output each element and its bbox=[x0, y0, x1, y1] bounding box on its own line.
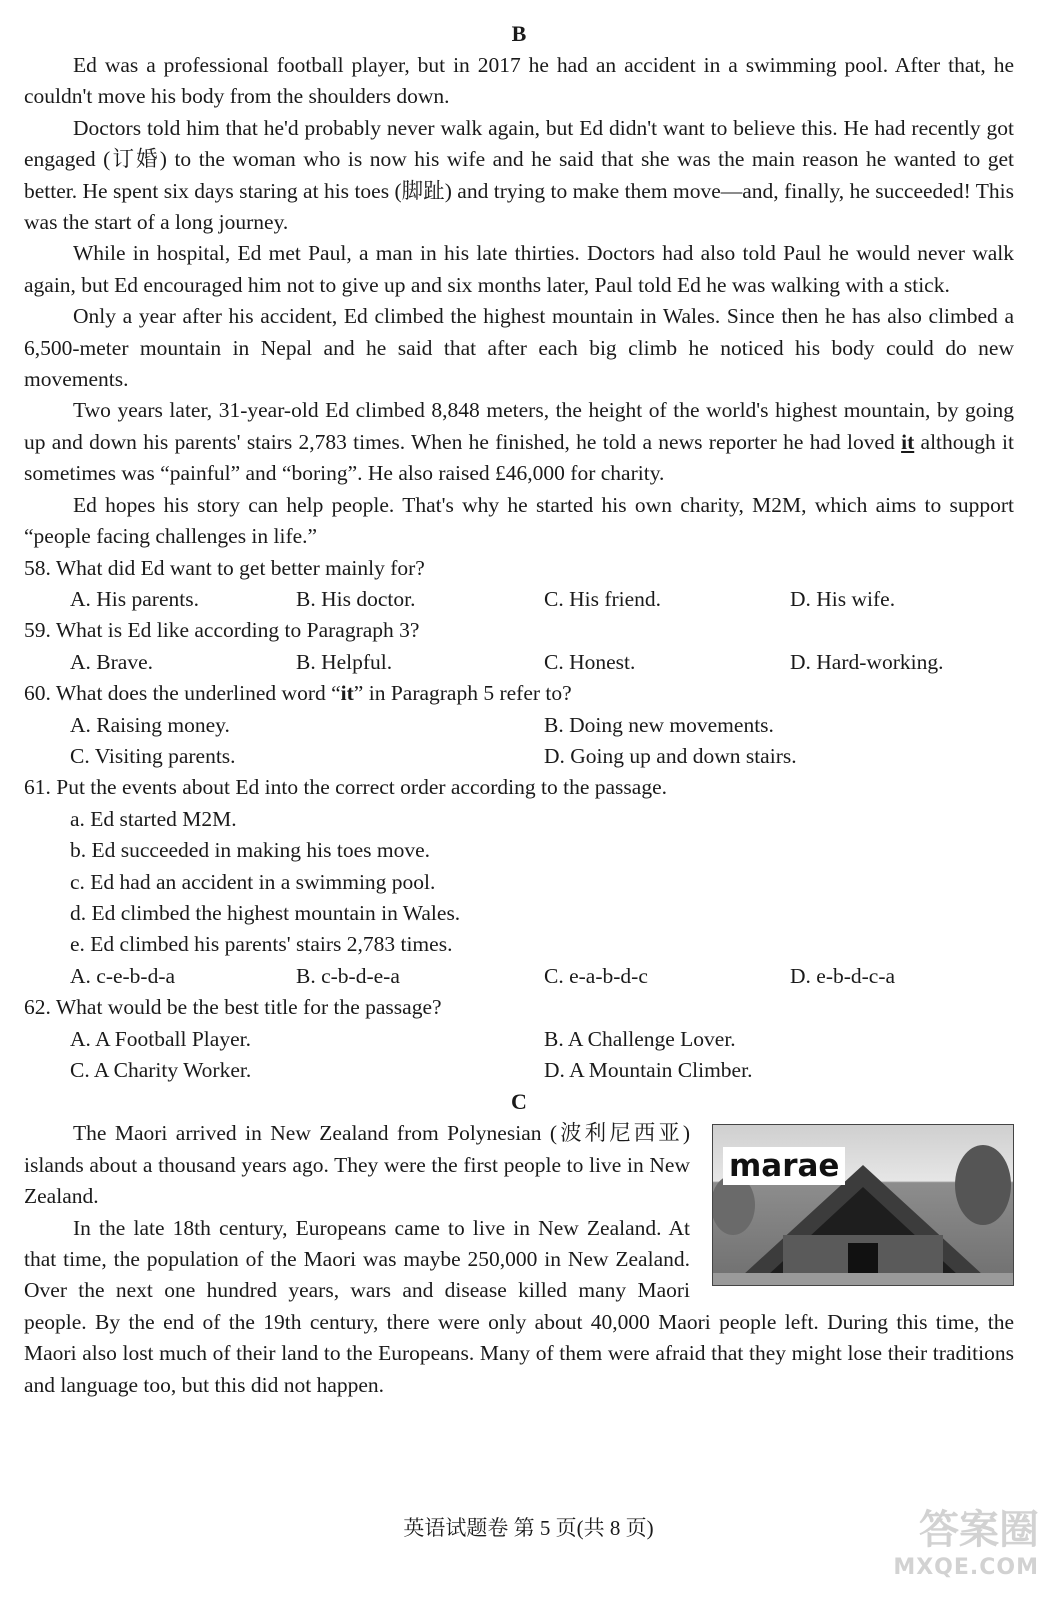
q60-stem-before: 60. What does the underlined word “ bbox=[24, 681, 341, 706]
q60-stem-word: it bbox=[340, 681, 354, 706]
q59-option-d: D. Hard-working. bbox=[790, 649, 944, 674]
question-58-stem: 58. What did Ed want to get better mainly for? bbox=[24, 555, 425, 580]
watermark bbox=[893, 1498, 1039, 1580]
question-58-options bbox=[24, 584, 1014, 615]
q62-option-a: A. A Football Player. bbox=[70, 1026, 251, 1051]
watermark-site: MXQE.COM bbox=[893, 1555, 1039, 1580]
q61-event-c: c. Ed had an accident in a swimming pool. bbox=[70, 869, 436, 894]
question-59-stem: 59. What is Ed like according to Paragraph 3? bbox=[24, 618, 420, 643]
p5-text-after: although it sometimes was “painful” and “boring”. He also raised £46,000 for charity. bbox=[24, 429, 1015, 486]
q58-option-d: D. His wife. bbox=[790, 586, 896, 611]
p5-text-before: Two years later, 31-year-old Ed climbed 8,848 meters, the height of the world's highest mountain, by going up and down his parents' stairs 2,783 times. When he finished, he told a news reporter he had loved bbox=[24, 398, 1014, 454]
q62-option-d: D. A Mountain Climber. bbox=[544, 1058, 753, 1082]
q59-option-a: A. Brave. bbox=[70, 649, 153, 674]
passage-c-paragraph-1: The Maori arrived in New Zealand from Polynesian (波利尼西亚) islands about a thousand years ago. They were the first people to live in New Zealand. bbox=[24, 1121, 690, 1209]
passage-b-paragraph-6: Ed hopes his story can help people. That's why he started his own charity, M2M, which aims to support “people facing challenges in life.” bbox=[24, 492, 1014, 549]
underlined-word-it: it bbox=[901, 429, 915, 454]
q60-option-a: A. Raising money. bbox=[70, 712, 230, 737]
q61-event-a: a. Ed started M2M. bbox=[70, 806, 237, 831]
q61-event-d: d. Ed climbed the highest mountain in Wales. bbox=[70, 900, 461, 925]
q61-event-e: e. Ed climbed his parents' stairs 2,783 times. bbox=[70, 932, 453, 957]
question-61-stem: 61. Put the events about Ed into the correct order according to the passage. bbox=[24, 775, 668, 800]
passage-b-paragraph-3: While in hospital, Ed met Paul, a man in his late thirties. Doctors had also told Paul he would never walk again, but Ed encouraged him not to give up and six months later, Paul told Ed he was walking with a stick. bbox=[24, 241, 1014, 297]
question-59-options bbox=[24, 647, 1014, 678]
q61-event-b: b. Ed succeeded in making his toes move. bbox=[70, 838, 431, 863]
q60-stem-after: ” in Paragraph 5 refer to? bbox=[353, 681, 572, 706]
q58-option-b: B. His doctor. bbox=[296, 586, 416, 611]
section-b-title: B bbox=[511, 21, 527, 46]
marae-label: marae bbox=[723, 1147, 845, 1185]
page-footer: 英语试题卷 第 5 页(共 8 页) bbox=[403, 1516, 654, 1540]
passage-b-paragraph-5 bbox=[24, 395, 1014, 489]
passage-b-paragraph-4: Only a year after his accident, Ed climbed the highest mountain in Wales. Since then he has also climbed a 6,500-meter mountain in Nepal and he said that after each big climb he noticed his body could do new movements. bbox=[24, 304, 1014, 392]
question-60-options-row-2 bbox=[24, 741, 1014, 772]
passage-c-paragraph-2: In the late 18th century, Europeans came to live in New Zealand. At that time, the population of the Maori was maybe 250,000 in New Zealand. Over the next one hundred years, wars and disease killed many Maori people. By the end of the 19th century, there were only about 40,000 Maori people left. During this time, the Maori also lost much of their land to the Europeans. Many of them were afraid that they might lose their traditions and language too, but this did not happen. bbox=[24, 1215, 1014, 1397]
question-60-stem bbox=[24, 678, 1014, 709]
q62-option-c: C. A Charity Worker. bbox=[70, 1058, 252, 1082]
section-c-title: C bbox=[511, 1089, 527, 1115]
q61-option-a: A. c-e-b-d-a bbox=[70, 963, 176, 988]
passage-b-paragraph-1: Ed was a professional football player, but in 2017 he had an accident in a swimming pool. After that, he couldn't move his body from the shoulders down. bbox=[24, 53, 1014, 109]
question-61-options bbox=[24, 961, 1014, 992]
question-60-options-row-1 bbox=[24, 710, 1014, 741]
q60-option-d: D. Going up and down stairs. bbox=[544, 743, 797, 768]
exam-page bbox=[24, 18, 1014, 1401]
passage-c bbox=[24, 1118, 1014, 1401]
question-62-options-row-1 bbox=[24, 1024, 1014, 1055]
q62-option-b: B. A Challenge Lover. bbox=[544, 1026, 736, 1051]
q59-option-c: C. Honest. bbox=[544, 649, 636, 674]
passage-b-paragraph-2: Doctors told him that he'd probably never walk again, but Ed didn't want to believe this. He had recently got engaged (订婚) to the woman who is now his wife and he said that she was the main reason he wanted to get better. He spent six days staring at his toes (脚趾) and trying to make them move—and, finally, he succeeded! This was the start of a long journey. bbox=[24, 115, 1014, 235]
marae-photo bbox=[712, 1124, 1014, 1286]
q60-option-c: C. Visiting parents. bbox=[70, 743, 236, 768]
q61-option-b: B. c-b-d-e-a bbox=[296, 963, 400, 988]
q61-option-d: D. e-b-d-c-a bbox=[790, 963, 896, 988]
q61-option-c: C. e-a-b-d-c bbox=[544, 963, 648, 988]
watermark-logo-text: 答案圈 bbox=[919, 1507, 1039, 1553]
question-62-options-row-2 bbox=[24, 1055, 1014, 1086]
q59-option-b: B. Helpful. bbox=[296, 649, 393, 674]
q58-option-c: C. His friend. bbox=[544, 586, 662, 611]
question-62-stem: 62. What would be the best title for the passage? bbox=[24, 995, 442, 1020]
q58-option-a: A. His parents. bbox=[70, 586, 199, 611]
q60-option-b: B. Doing new movements. bbox=[544, 712, 774, 737]
